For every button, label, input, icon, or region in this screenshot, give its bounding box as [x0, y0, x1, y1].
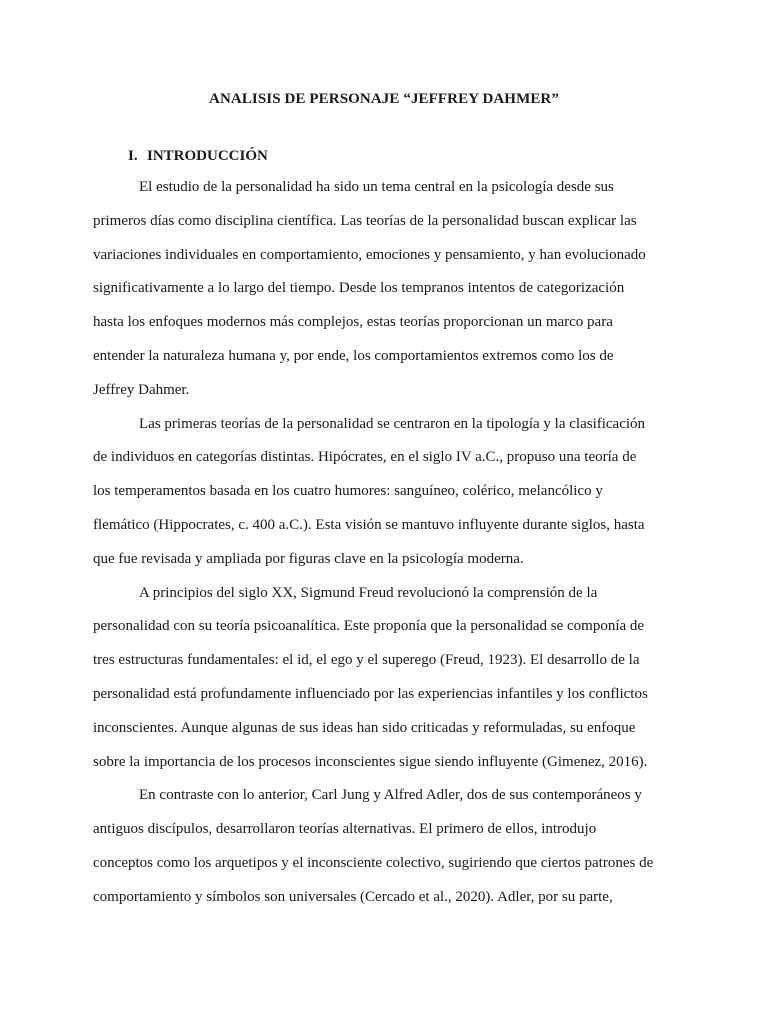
- text-line: personalidad con su teoría psicoanalítica. Este proponía que la personalidad se componía de: [93, 618, 645, 635]
- section-heading: [128, 146, 268, 166]
- text-line: variaciones individuales en comportamiento, emociones y pensamiento, y han evolucionado: [93, 246, 646, 263]
- section-title: INTRODUCCIÓN: [147, 148, 268, 164]
- text-line: primeros días como disciplina científica. Las teorías de la personalidad buscan explicar las: [93, 212, 637, 229]
- text-line: antiguos discípulos, desarrollaron teorías alternativas. El primero de ellos, introdujo: [93, 821, 597, 838]
- text-line: que fue revisada y ampliada por figuras clave en la psicología moderna.: [93, 550, 524, 567]
- text-line: flemático (Hippocrates, c. 400 a.C.). Esta visión se mantuvo influyente durante siglos, hasta: [93, 516, 645, 533]
- text-line: significativamente a lo largo del tiempo. Desde los tempranos intentos de categorización: [93, 280, 625, 297]
- text-line: En contraste con lo anterior, Carl Jung y Alfred Adler, dos de sus contemporáneos y: [139, 787, 642, 804]
- paragraph-1: [93, 176, 673, 413]
- text-line: conceptos como los arquetipos y el inconsciente colectivo, sugiriendo que ciertos patrones de: [93, 854, 654, 871]
- paragraph-2: [93, 413, 673, 582]
- document-title: ANALISIS DE PERSONAJE “JEFFREY DAHMER”: [209, 91, 559, 107]
- text-line: inconscientes. Aunque algunas de sus ideas han sido criticadas y reformuladas, su enfoque: [93, 719, 636, 736]
- text-line: de individuos en categorías distintas. Hipócrates, en el siglo IV a.C., propuso una teoría de: [93, 449, 637, 466]
- section-number: I.: [128, 148, 138, 164]
- body-text: [93, 176, 673, 920]
- text-line: los temperamentos basada en los cuatro humores: sanguíneo, colérico, melancólico y: [93, 483, 603, 500]
- text-line: Jeffrey Dahmer.: [93, 381, 190, 398]
- text-line: sobre la importancia de los procesos inconscientes sigue siendo influyente (Gimenez, 2016).: [93, 753, 648, 770]
- text-line: entender la naturaleza humana y, por ende, los comportamientos extremos como los de: [93, 347, 614, 364]
- text-line: hasta los enfoques modernos más complejos, estas teorías proporcionan un marco para: [93, 314, 613, 331]
- paragraph-4: [93, 784, 673, 919]
- text-line: El estudio de la personalidad ha sido un tema central en la psicología desde sus: [139, 179, 614, 195]
- text-line: A principios del siglo XX, Sigmund Freud revolucionó la comprensión de la: [139, 584, 598, 601]
- text-line: comportamiento y símbolos son universales (Cercado et al., 2020). Adler, por su parte,: [93, 888, 613, 905]
- paragraph-3: [93, 582, 673, 785]
- text-line: Las primeras teorías de la personalidad se centraron en la tipología y la clasificación: [139, 415, 646, 432]
- text-line: personalidad está profundamente influenciado por las experiencias infantiles y los conflictos: [93, 685, 648, 702]
- text-line: tres estructuras fundamentales: el id, el ego y el superego (Freud, 1923). El desarrollo de la: [93, 652, 640, 669]
